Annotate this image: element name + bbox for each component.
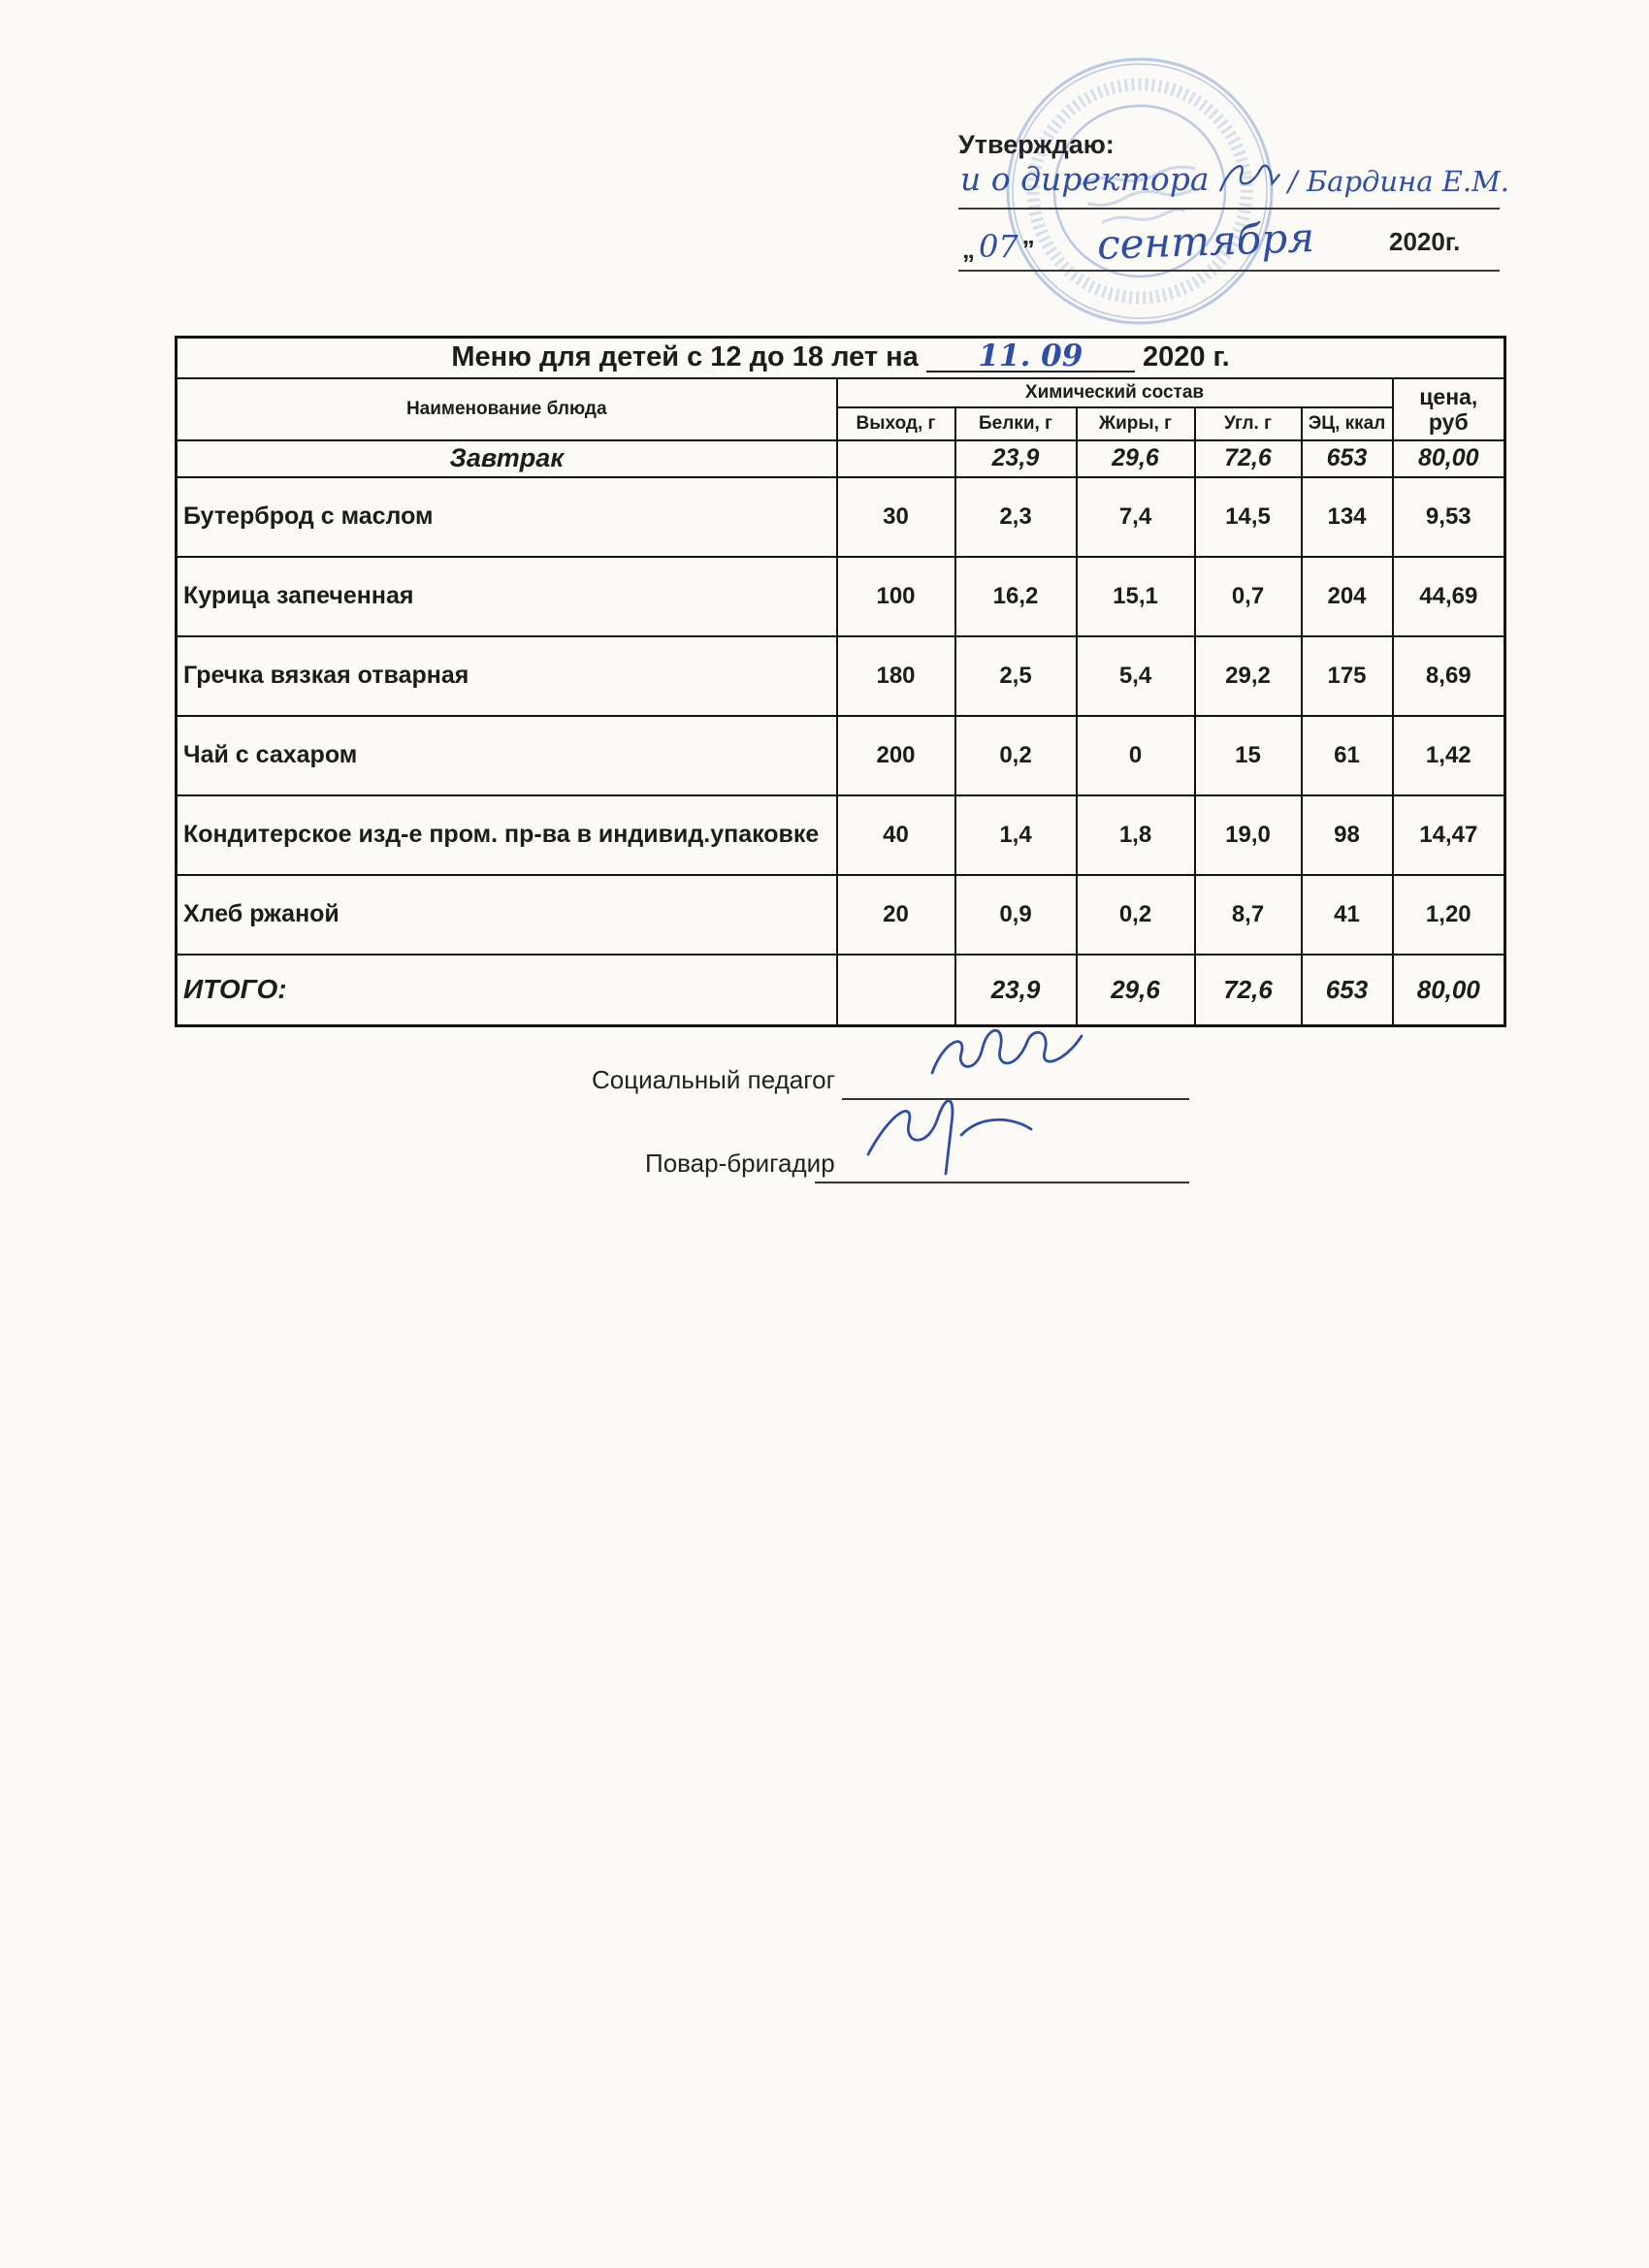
total-price: 80,00 (1393, 955, 1505, 1026)
dish-price: 1,42 (1393, 716, 1505, 795)
total-energy: 653 (1302, 955, 1393, 1026)
dish-fat: 5,4 (1077, 636, 1195, 716)
col-header-protein: Белки, г (955, 407, 1077, 440)
meal-output (837, 440, 955, 477)
dish-output: 30 (837, 477, 955, 557)
dish-name: Бутерброд с маслом (177, 477, 837, 557)
table-row (177, 795, 1505, 875)
dish-fat: 0 (1077, 716, 1195, 795)
menu-title-suffix: 2020 г. (1142, 341, 1230, 373)
approval-position-handwritten: и о директора (960, 160, 1210, 198)
dish-energy: 204 (1302, 557, 1393, 636)
dish-name: Гречка вязкая отварная (177, 636, 837, 716)
dish-fat: 15,1 (1077, 557, 1195, 636)
col-header-carbs: Угл. г (1195, 407, 1302, 440)
dish-output: 100 (837, 557, 955, 636)
quote-open: „ (962, 235, 975, 264)
dish-protein: 1,4 (955, 795, 1077, 875)
approval-day-handwritten: 07 (979, 228, 1018, 265)
dish-energy: 61 (1302, 716, 1393, 795)
approval-label: Утверждаю: (958, 130, 1115, 159)
table-row (177, 636, 1505, 716)
menu-table (175, 336, 1506, 1027)
social-pedagog-signature-line (842, 1065, 1189, 1100)
total-row (177, 955, 1505, 1026)
dish-protein: 0,2 (955, 716, 1077, 795)
approval-name-handwritten: / Бардина Е.М. (1287, 165, 1509, 198)
dish-energy: 98 (1302, 795, 1393, 875)
dish-name: Курица запеченная (177, 557, 837, 636)
total-output (837, 955, 955, 1026)
menu-date-handwritten: 11. 09 (926, 341, 1135, 373)
dish-fat: 1,8 (1077, 795, 1195, 875)
dish-energy: 134 (1302, 477, 1393, 557)
dish-carbs: 0,7 (1195, 557, 1302, 636)
col-header-fat: Жиры, г (1077, 407, 1195, 440)
meal-price: 80,00 (1393, 440, 1505, 477)
col-header-price (1393, 378, 1505, 440)
social-pedagog-label: Социальный педагог (592, 1065, 836, 1094)
meal-fat: 29,6 (1077, 440, 1195, 477)
cook-brigadir-signature-line (815, 1149, 1189, 1183)
price-header-line1: цена, (1419, 383, 1478, 409)
dish-name: Кондитерское изд-е пром. пр-ва в индивид.упаковке (177, 795, 837, 875)
total-carbs: 72,6 (1195, 955, 1302, 1026)
col-header-energy: ЭЦ, ккал (1302, 407, 1393, 440)
dish-output: 20 (837, 875, 955, 955)
table-row (177, 875, 1505, 955)
dish-carbs: 14,5 (1195, 477, 1302, 557)
dish-protein: 0,9 (955, 875, 1077, 955)
meal-name: Завтрак (177, 440, 837, 477)
col-header-chem-group: Химический состав (837, 378, 1393, 407)
quote-close: ” (1021, 235, 1035, 264)
total-protein: 23,9 (955, 955, 1077, 1026)
col-header-output: Выход, г (837, 407, 955, 440)
dish-name: Хлеб ржаной (177, 875, 837, 955)
dish-name: Чай с сахаром (177, 716, 837, 795)
approval-month-handwritten: сентября (1095, 213, 1315, 269)
dish-output: 180 (837, 636, 955, 716)
dish-price: 9,53 (1393, 477, 1505, 557)
total-fat: 29,6 (1077, 955, 1195, 1026)
meal-protein: 23,9 (955, 440, 1077, 477)
table-row (177, 716, 1505, 795)
dish-carbs: 15 (1195, 716, 1302, 795)
dish-carbs: 29,2 (1195, 636, 1302, 716)
dish-price: 44,69 (1393, 557, 1505, 636)
approval-handwritten-line (960, 155, 1509, 198)
dish-price: 14,47 (1393, 795, 1505, 875)
meal-header-row (177, 440, 1505, 477)
meal-energy: 653 (1302, 440, 1393, 477)
dish-energy: 41 (1302, 875, 1393, 955)
total-label: ИТОГО: (177, 955, 837, 1026)
dish-price: 8,69 (1393, 636, 1505, 716)
table-row (177, 477, 1505, 557)
approval-year: 2020г. (1389, 227, 1461, 256)
price-header-line2: руб (1428, 408, 1469, 435)
dish-protein: 2,5 (955, 636, 1077, 716)
dish-output: 40 (837, 795, 955, 875)
menu-title (177, 338, 1505, 378)
menu-title-prefix: Меню для детей с 12 до 18 лет на (451, 341, 919, 373)
dish-fat: 7,4 (1077, 477, 1195, 557)
dish-energy: 175 (1302, 636, 1393, 716)
dish-carbs: 19,0 (1195, 795, 1302, 875)
dish-price: 1,20 (1393, 875, 1505, 955)
col-header-dish: Наименование блюда (177, 378, 837, 440)
meal-carbs: 72,6 (1195, 440, 1302, 477)
dish-output: 200 (837, 716, 955, 795)
dish-carbs: 8,7 (1195, 875, 1302, 955)
table-title-row (177, 338, 1505, 378)
cook-brigadir-label: Повар-бригадир (645, 1149, 835, 1178)
table-row (177, 557, 1505, 636)
dish-fat: 0,2 (1077, 875, 1195, 955)
header-row-1 (177, 378, 1505, 407)
dish-protein: 2,3 (955, 477, 1077, 557)
director-signature-icon (1215, 155, 1282, 198)
dish-protein: 16,2 (955, 557, 1077, 636)
